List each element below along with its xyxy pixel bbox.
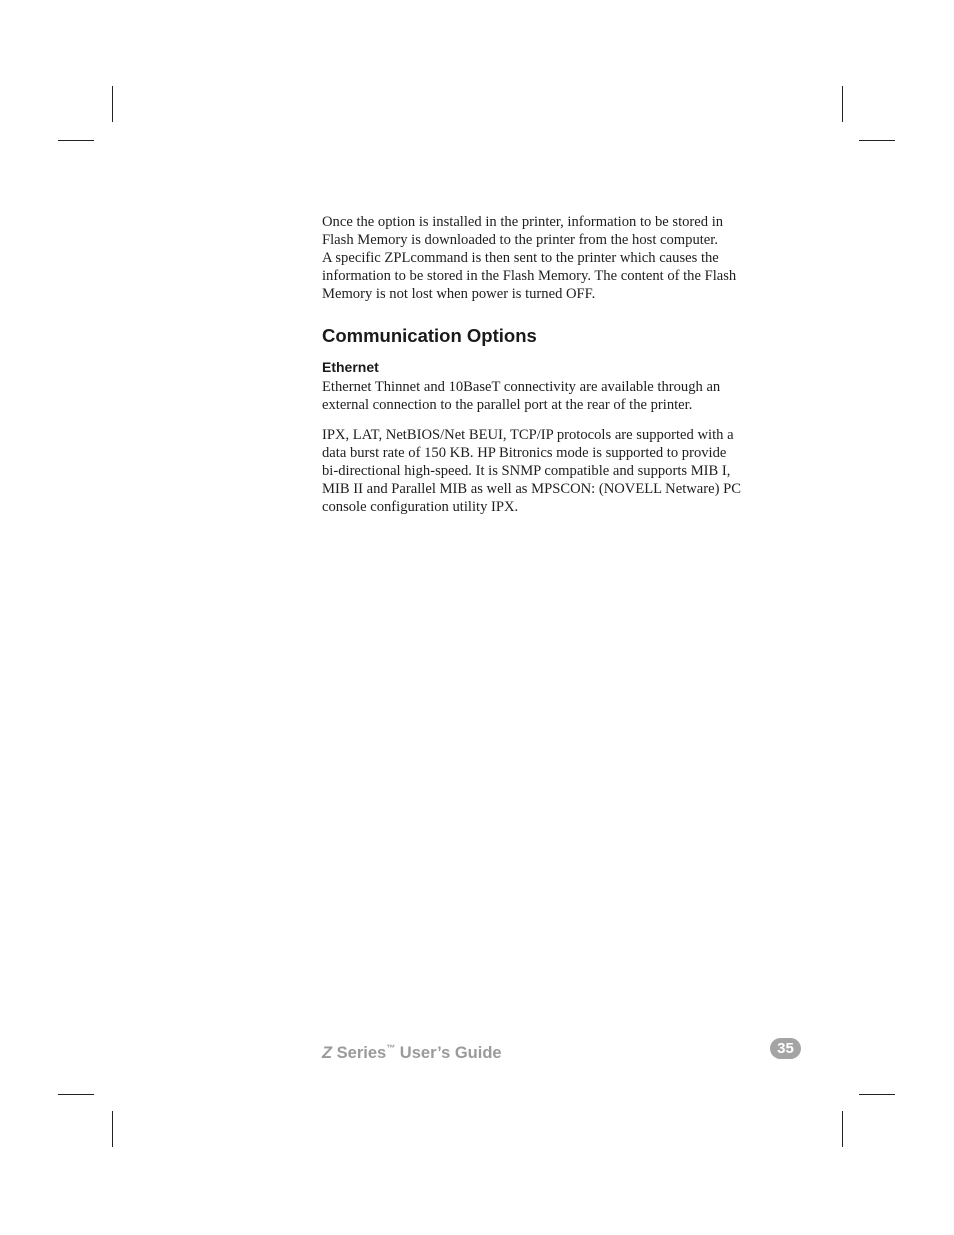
crop-mark-bottom-left-horizontal — [58, 1094, 94, 1095]
footer-title-rest: User’s Guide — [395, 1044, 502, 1062]
subsection-title: Ethernet — [322, 359, 379, 375]
crop-mark-bottom-right-horizontal — [859, 1094, 895, 1095]
page-number-badge: 35 — [770, 1038, 801, 1059]
crop-mark-bottom-right-vertical — [842, 1111, 843, 1147]
crop-mark-bottom-left-vertical — [112, 1111, 113, 1147]
footer-title-trademark: ™ — [386, 1043, 396, 1053]
crop-mark-top-right-vertical — [842, 86, 843, 122]
section-title: Communication Options — [322, 325, 537, 346]
intro-paragraph: Once the option is installed in the printer, information to be stored in Flash Memory is downloaded to the printer from the host computer. A specific ZPLcommand is then sent to the printer which causes the information to be stored in the Flash Memory. The content of the Flash Memory is not lost when power is turned OFF. — [322, 214, 737, 302]
footer-title-z: Z — [322, 1044, 333, 1062]
ethernet-paragraph-2: IPX, LAT, NetBIOS/Net BEUI, TCP/IP protocols are supported with a data burst rate of 150 KB. HP Bitronics mode is supported to provide bi-directional high-speed. It is SNMP compatible and supports MIB I, MIB II and Parallel MIB as well as MPSCON: (NOVELL Netware) PC console configuration utility IPX. — [322, 427, 741, 515]
footer-title — [322, 1037, 502, 1064]
crop-mark-top-left-horizontal — [58, 140, 94, 141]
crop-mark-top-left-vertical — [112, 86, 113, 122]
footer-title-series: Series — [332, 1044, 387, 1062]
ethernet-paragraph-1: Ethernet Thinnet and 10BaseT connectivity are available through an external connection to the parallel port at the rear of the printer. — [322, 379, 721, 413]
page-content — [322, 213, 782, 516]
crop-mark-top-right-horizontal — [859, 140, 895, 141]
